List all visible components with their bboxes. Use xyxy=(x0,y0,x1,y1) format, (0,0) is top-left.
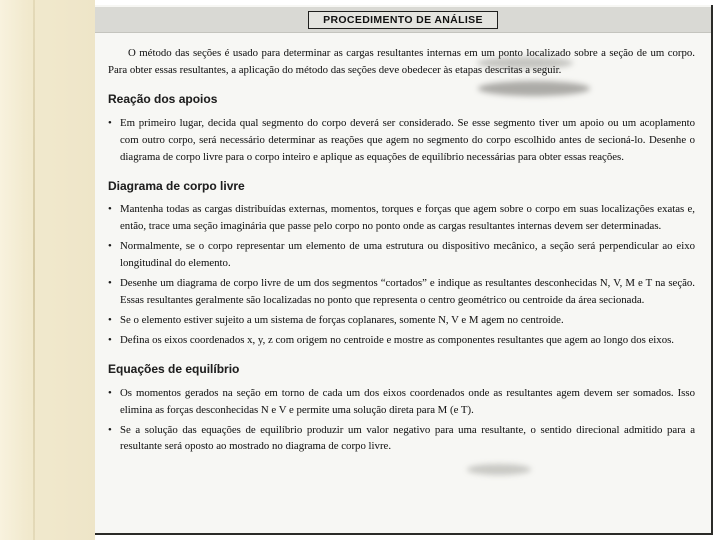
slide-left-margin xyxy=(0,0,95,540)
procedure-content xyxy=(108,38,695,458)
intro-paragraph: O método das seções é usado para determinar as cargas resultantes internas em um ponto localizado sobre a seção de um corpo. Para obter essas resultantes, a aplicação do método das seções deve obedecer às etapas descritas a seguir. xyxy=(108,47,695,76)
scanned-page xyxy=(95,5,713,535)
procedure-title-box xyxy=(308,11,498,29)
procedure-header-strip xyxy=(95,7,711,33)
list-item: • Se a solução das equações de equilíbrio produzir um valor negativo para uma resultante, o sentido direcional admitido para a resultante será oposto ao mostrado no diagrama de corpo livre. xyxy=(108,422,695,456)
procedure-title: PROCEDIMENTO DE ANÁLISE xyxy=(323,13,483,26)
list-item: • Em primeiro lugar, decida qual segmento do corpo deverá ser considerado. Se esse segmento tiver um apoio ou um acoplamento com outro corpo, será necessário determinar as reações que agem no segmento do corpo escolhido antes de secioná-lo. Desenhe o diagrama de corpo livre para o corpo inteiro e aplique as equações de equilíbrio necessárias para obter essas reações. xyxy=(108,115,695,166)
list-item: • Desenhe um diagrama de corpo livre de um dos segmentos “cortados” e indique as resultantes desconhecidas N, V, M e T na seção. Essas resultantes geralmente são localizadas no ponto que representa o centro geométrico ou centroide da área secionada. xyxy=(108,275,695,309)
section-heading-equacoes-de-equilibrio: Equações de equilíbrio xyxy=(108,361,240,376)
list-item: • Os momentos gerados na seção em torno de cada um dos eixos coordenados onde as resultantes agem devem ser somados. Isso elimina as forças desconhecidas N e V e permite uma solução direta para M (e T). xyxy=(108,385,695,419)
list-item: • Se o elemento estiver sujeito a um sistema de forças coplanares, somente N, V e M agem no centroide. xyxy=(108,312,695,329)
page-crease xyxy=(33,0,35,540)
list-item: • Defina os eixos coordenados x, y, z com origem no centroide e mostre as componentes resultantes que agem ao longo dos eixos. xyxy=(108,332,695,349)
section-heading-reacao-dos-apoios: Reação dos apoios xyxy=(108,91,218,106)
scan-artifact xyxy=(467,464,531,475)
list-item: • Normalmente, se o corpo representar um elemento de uma estrutura ou dispositivo mecânico, a seção será perpendicular ao eixo longitudinal do elemento. xyxy=(108,238,695,272)
section-heading-diagrama-de-corpo-livre: Diagrama de corpo livre xyxy=(108,178,245,193)
list-item: • Mantenha todas as cargas distribuídas externas, momentos, torques e forças que agem sobre o corpo em suas localizações exatas e, então, trace uma seção imaginária que passe pelo corpo no ponto onde as cargas resultantes internas devem ser determinadas. xyxy=(108,201,695,235)
